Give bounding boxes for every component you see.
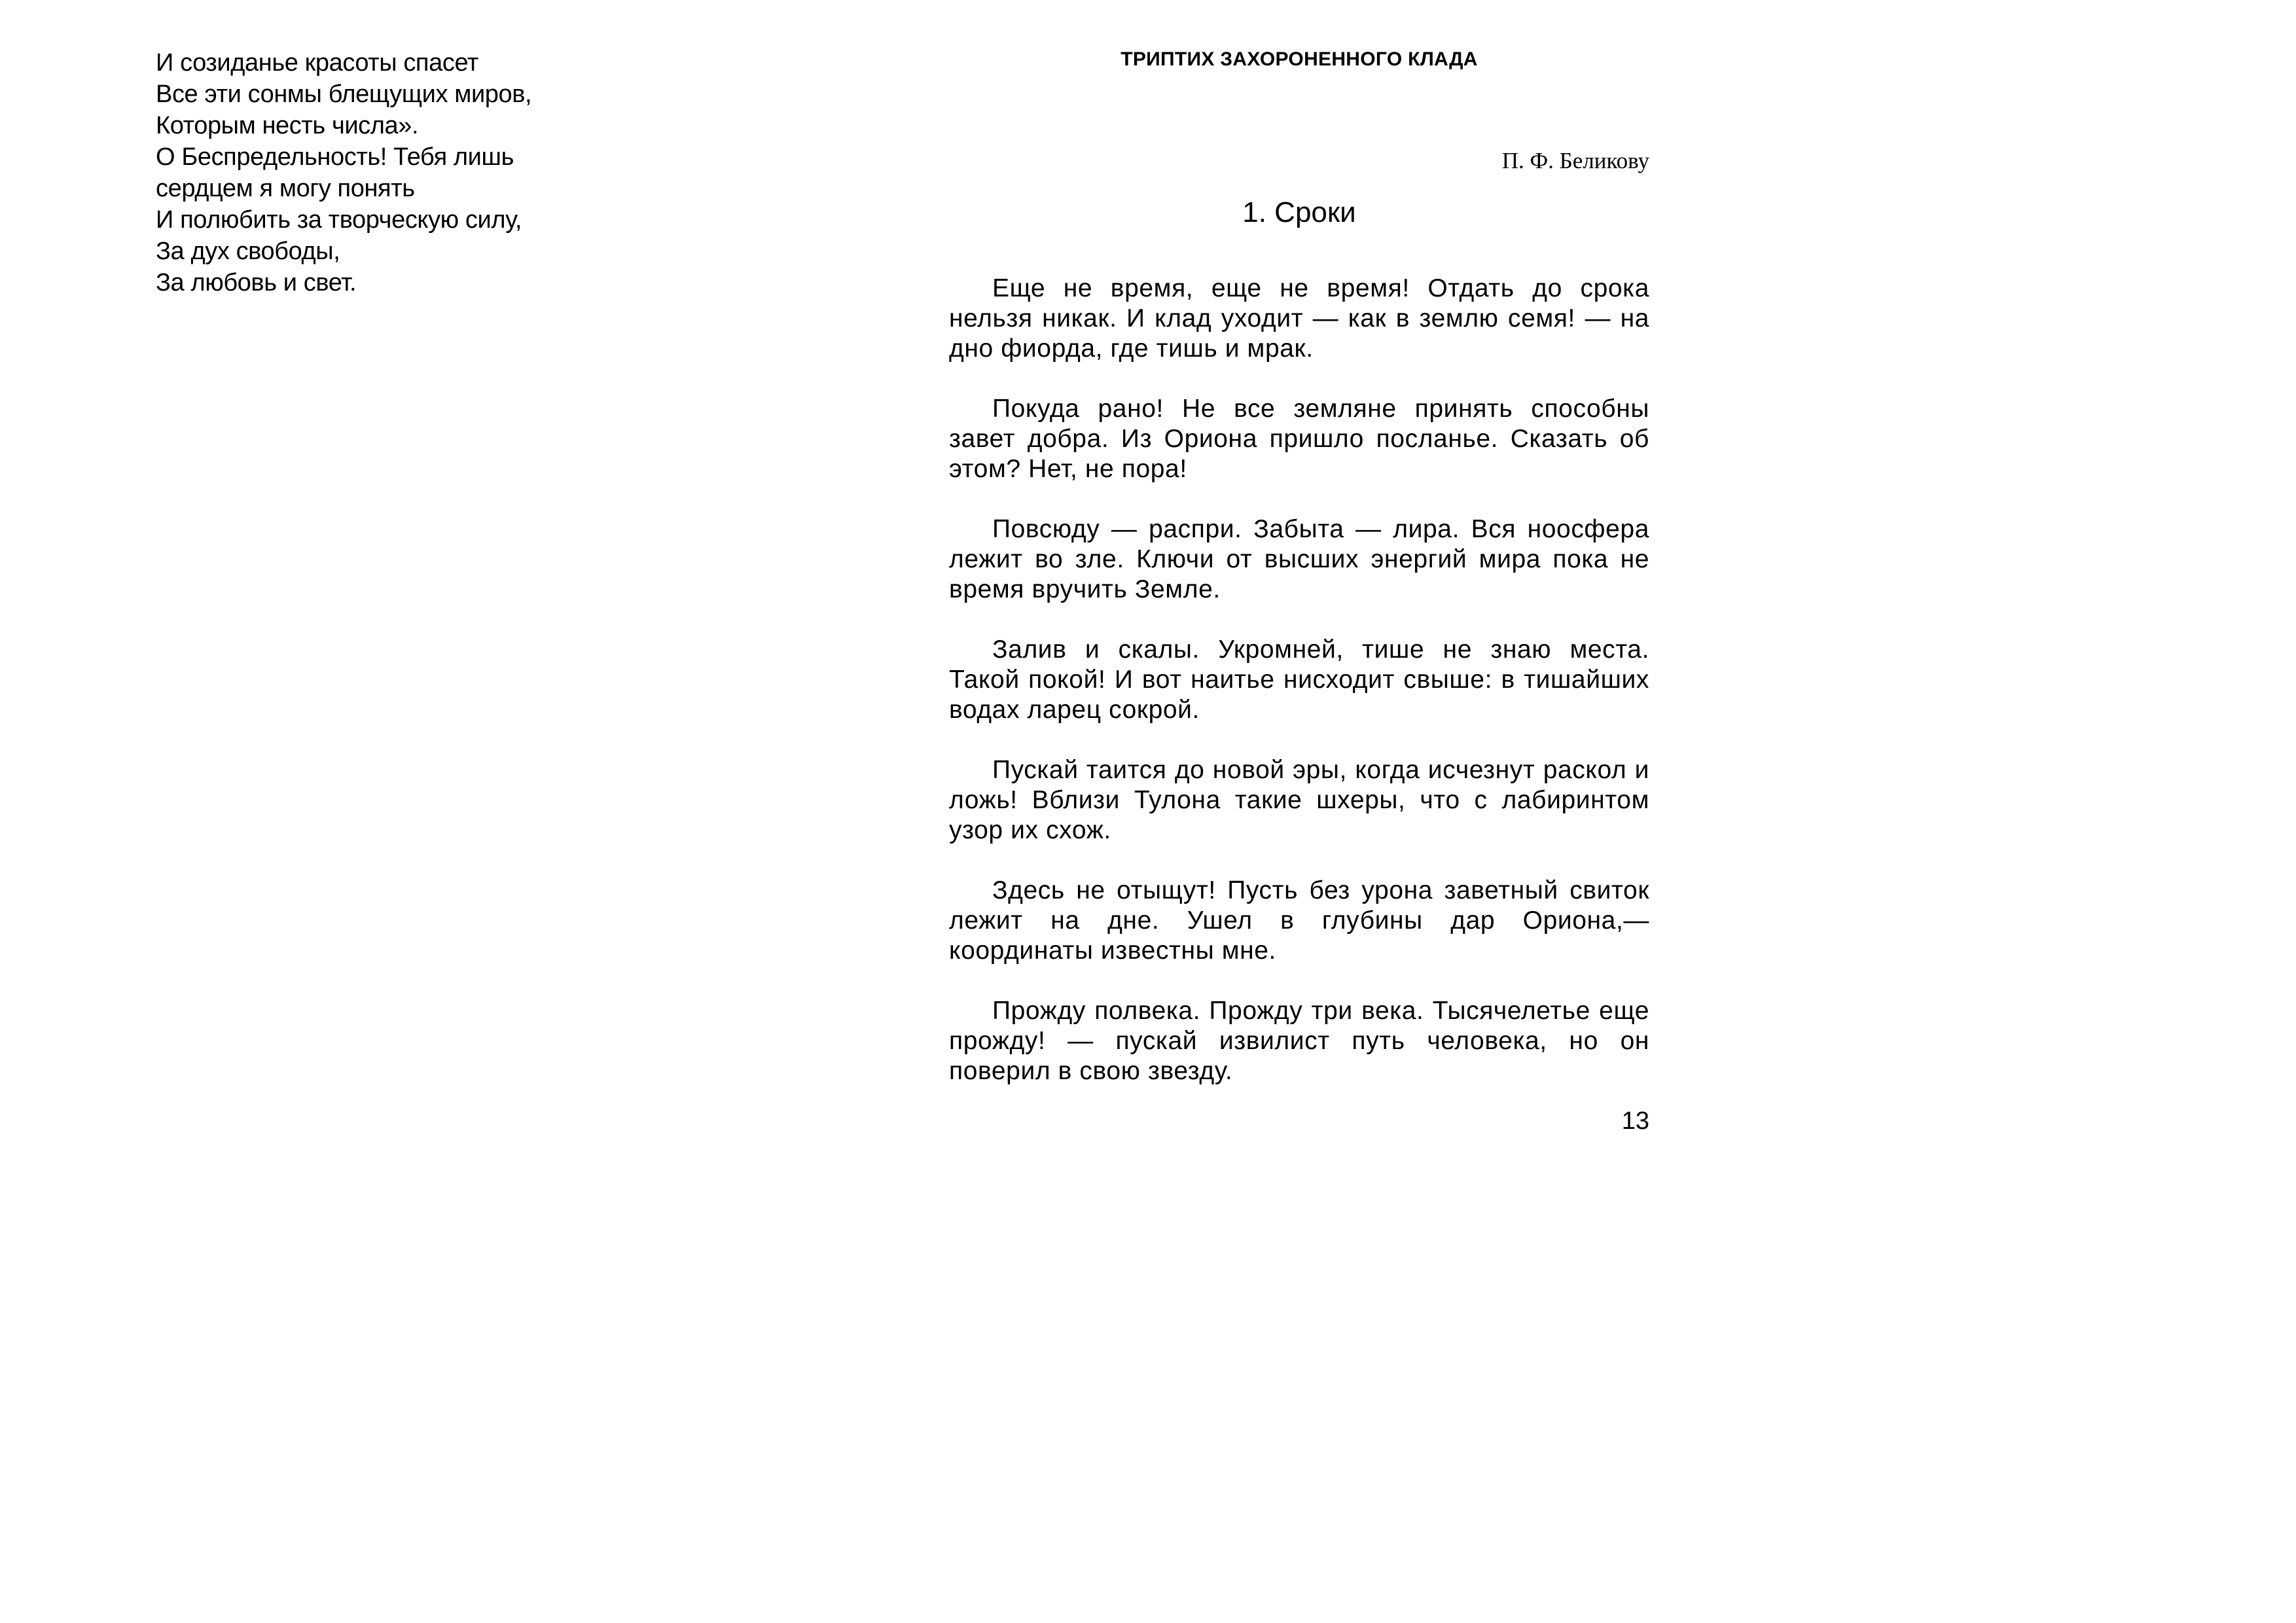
- stanza: Повсюду — распри. Забыта — лира. Вся ноосфера лежит во зле. Ключи от высших энергий мира пока не время вручить Земле.: [949, 515, 1649, 603]
- stanza: Залив и скалы. Укромней, тише не знаю места. Такой покой! И вот наитье нисходит свыше: в тишайших водах ларец сокрой.: [949, 635, 1649, 724]
- poem-line: Все эти сонмы блещущих миров,: [156, 80, 532, 108]
- page-number: 13: [1621, 1107, 1649, 1135]
- section-title: 1. Сроки: [1242, 196, 1356, 228]
- stanza: Пускай таится до новой эры, когда исчезнут раскол и ложь! Вблизи Тулона такие шхеры, что с лабиринтом узор их схож.: [949, 756, 1649, 844]
- stanza: Покуда рано! Не все земляне принять способны завет добра. Из Ориона пришло посланье. Сказать об этом? Нет, не пора!: [949, 395, 1649, 483]
- running-head: ТРИПТИХ ЗАХОРОНЕННОГО КЛАДА: [1121, 48, 1478, 70]
- poem-line: Которым несть числа».: [156, 112, 419, 139]
- stanza: Еще не время, еще не время! Отдать до срока нельзя никак. И клад уходит — как в землю семя! — на дно фиорда, где тишь и мрак.: [949, 274, 1649, 363]
- poem-line: И созиданье красоты спасет: [156, 49, 478, 77]
- stanza: Прожду полвека. Прожду три века. Тысячелетье еще прожду! — пускай извилист путь человека, но он поверил в свою звезду.: [949, 997, 1649, 1085]
- poem-line: За любовь и свет.: [156, 269, 357, 296]
- left-page: [156, 47, 745, 298]
- dedication: П. Ф. Беликову: [1501, 148, 1649, 173]
- poem-line: И полюбить за творческую силу,: [156, 206, 522, 234]
- poem-line: сердцем я могу понять: [156, 175, 415, 202]
- poem-line: О Беспредельность! Тебя лишь: [156, 143, 514, 171]
- stanza-list: [949, 274, 1649, 1116]
- right-page: [949, 0, 1649, 1623]
- stanza: Здесь не отыщут! Пусть без урона заветный свиток лежит на дне. Ушел в глубины дар Ориона,— координаты известны мне.: [949, 876, 1649, 965]
- poem-line: За дух свободы,: [156, 238, 340, 265]
